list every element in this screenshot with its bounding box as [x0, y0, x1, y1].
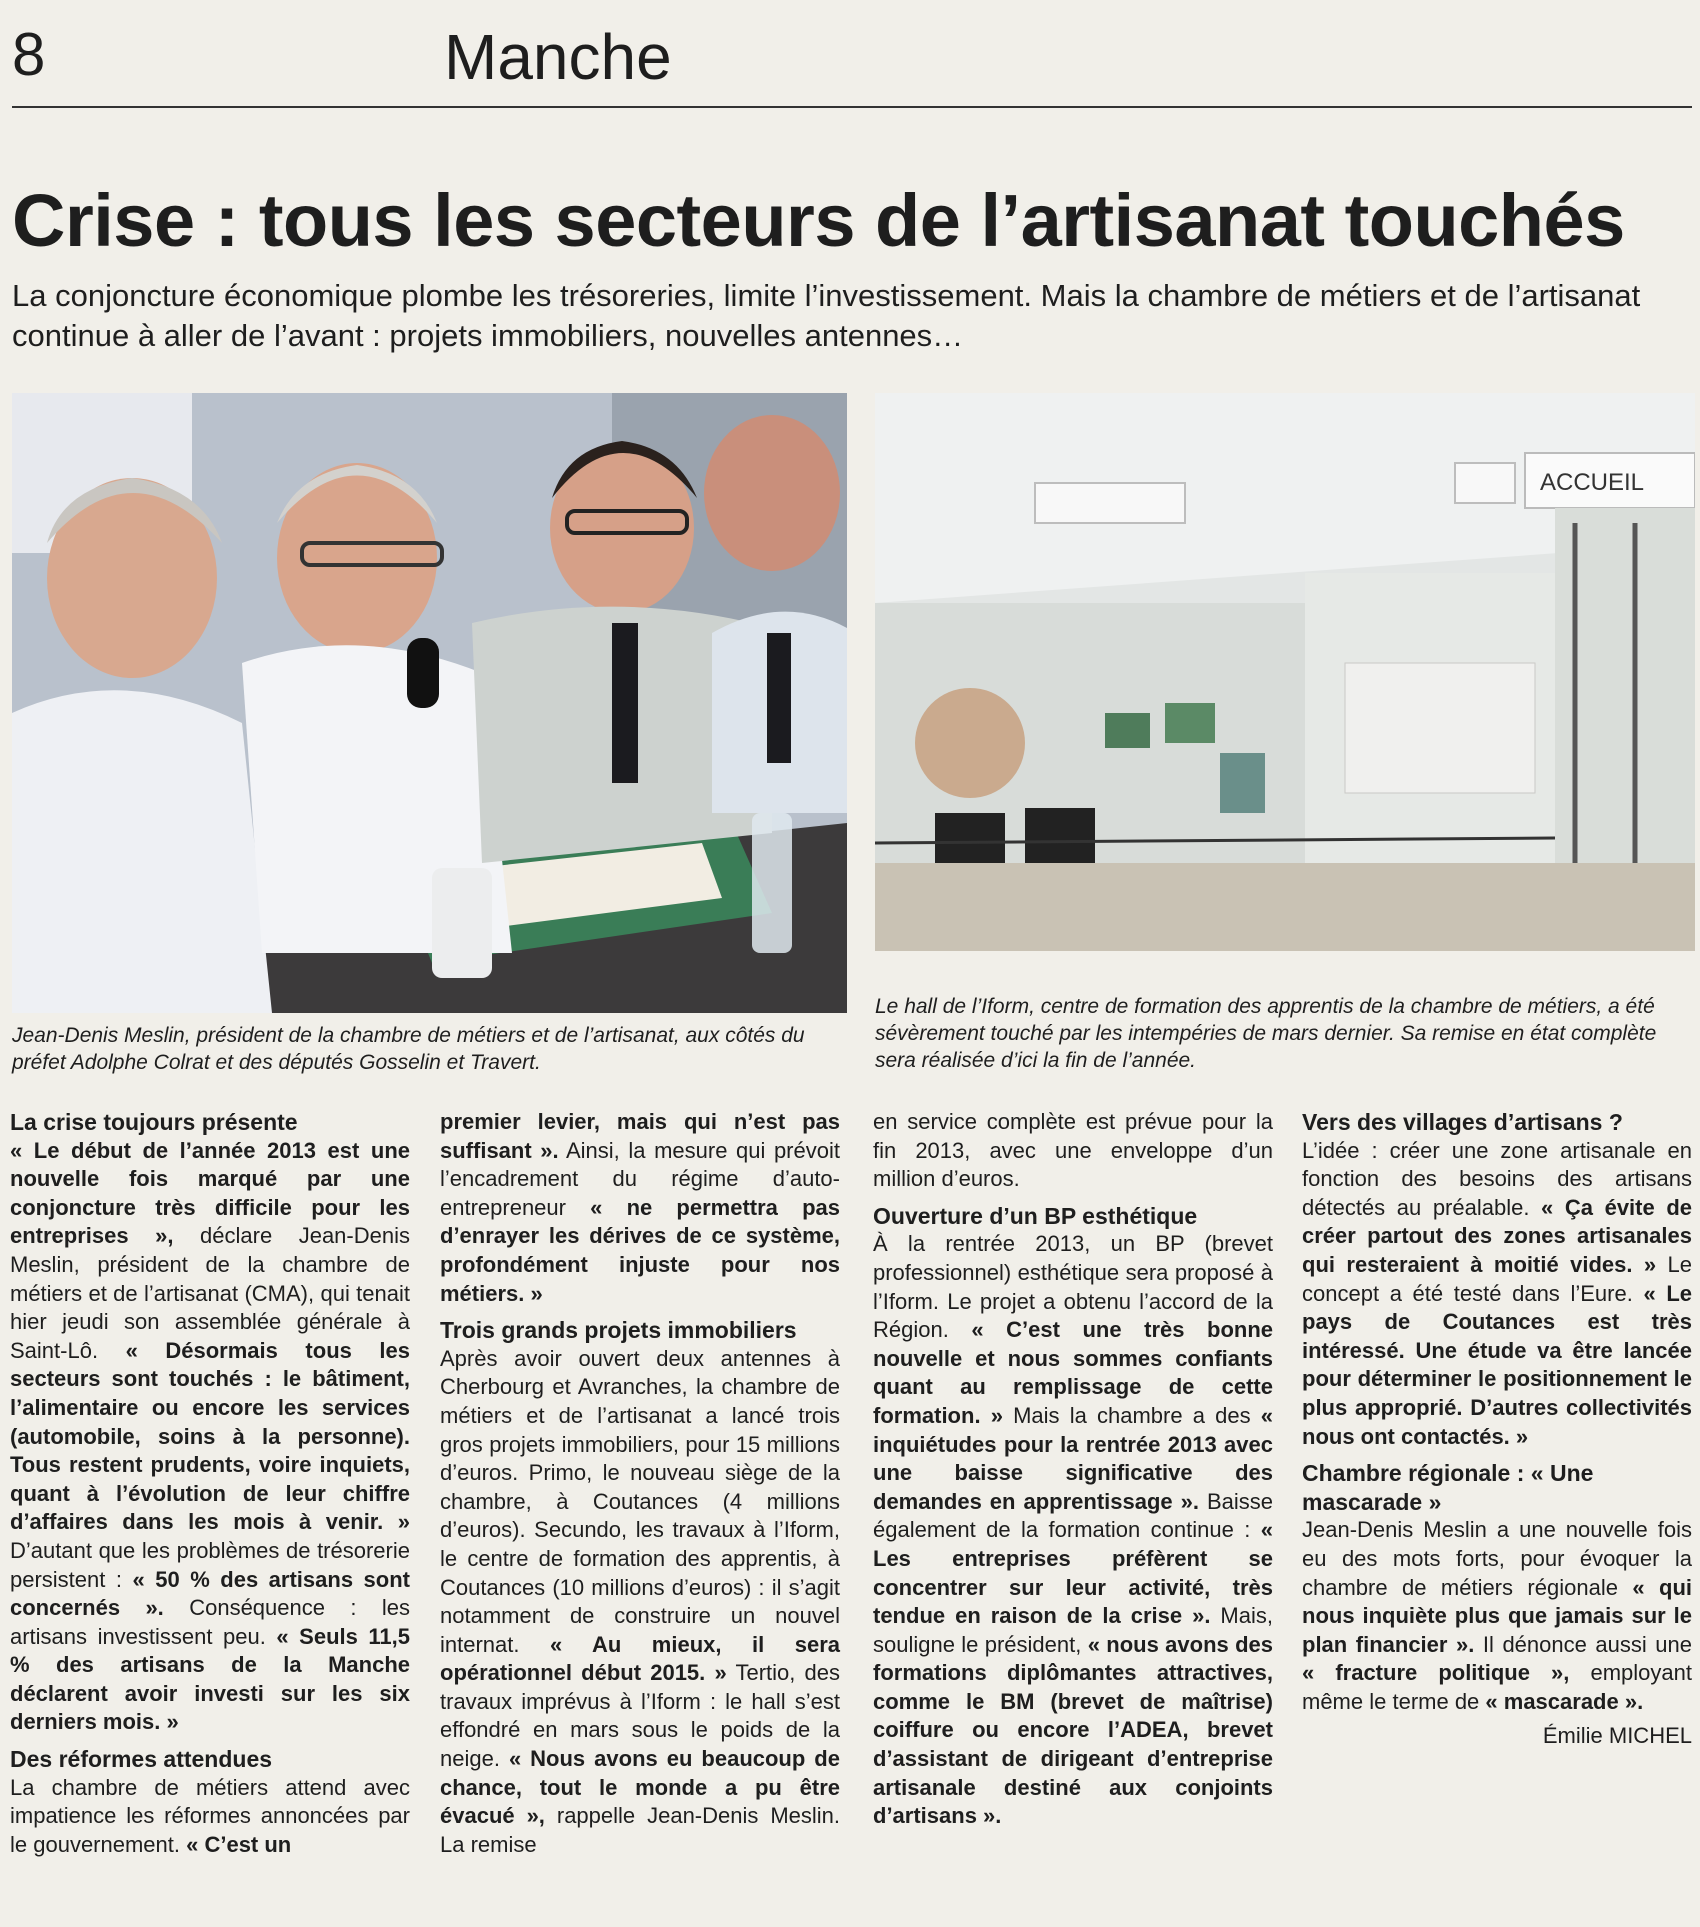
text: employant même le terme de [1302, 1660, 1692, 1714]
meeting-photo [12, 393, 847, 1013]
text: déclare Jean-Denis Meslin, président de la chambre de métiers et de l’artisanat (CMA), qui tenait hier jeudi son assemblée générale à Saint-Lô. [10, 1223, 410, 1363]
text: Il dénonce aussi une [1474, 1631, 1692, 1657]
text: Mais, souligne le président, [873, 1603, 1273, 1657]
paragraph [1302, 1516, 1692, 1716]
quote: « ne permettra pas d’enrayer les dérives de ce système, profondément injuste pour nos métiers. » [440, 1194, 840, 1306]
hall-illustration [875, 393, 1695, 951]
paragraph [1302, 1137, 1692, 1452]
quote: « C’est une très bonne nouvelle et nous sommes confiants quant au remplissage de cette formation. » [873, 1317, 1273, 1428]
subhead-reformes: Des réformes attendues [10, 1746, 273, 1773]
text: Mais la chambre a des [1002, 1402, 1261, 1428]
headline: Crise : tous les secteurs de l’artisanat touchés [12, 179, 1625, 262]
quote: « Désormais tous les secteurs sont touchés : le bâtiment, l’alimentaire ou encore les services (automobile, soins à la personne). Tous restent prudents, voire inquiets, quant à l’évolution de leur chiffre d’affaires dans les mois à venir. » [10, 1337, 410, 1535]
subhead-chambre-regionale: Chambre régionale : « Une mascarade » [1302, 1460, 1594, 1515]
section-name: Manche [444, 21, 672, 93]
text: La chambre de métiers attend avec impatience les réformes annoncées par le gouvernement. [10, 1774, 410, 1857]
quote: « inquiétudes pour la rentrée 2013 avec une baisse significative des demandes en apprentissage ». [873, 1402, 1274, 1514]
hall-photo-caption: Le hall de l’Iform, centre de formation des apprentis de la chambre de métiers, a été sévèrement touché par les intempéries de mars dernier. Sa remise en état complète sera réalisée d’ici la fin de l’année. [875, 995, 1657, 1072]
quote: « qui nous inquiète plus que jamais sur le plan financier ». [1302, 1574, 1692, 1657]
text: Le concept a été testé dans l’Eure. [1302, 1251, 1692, 1306]
paragraph [10, 1774, 410, 1860]
quote: « C’est un [186, 1831, 292, 1857]
accueil-sign: ACCUEIL [1540, 469, 1645, 496]
text: rappelle Jean-Denis Meslin. La remise [440, 1803, 841, 1857]
page-header [12, 18, 1692, 108]
quote: « Le début de l’année 2013 est une nouvelle fois marqué par une conjoncture très difficile pour les entreprises », [10, 1137, 410, 1249]
text: Conséquence : les artisans investissent peu. [10, 1595, 411, 1649]
text: Ainsi, la mesure qui prévoit l’encadrement du régime d’auto-entrepreneur [440, 1137, 840, 1220]
paragraph [440, 1108, 840, 1308]
text: Baisse également de la formation continue : [873, 1488, 1273, 1543]
standfirst: La conjoncture économique plombe les trésoreries, limite l’investissement. Mais la chambre de métiers et de l’artisanat continue à aller de l’avant : projets immobiliers, nouvelles antennes… [12, 278, 1641, 353]
text: Tertio, des travaux imprévus à l’Iform : le hall s’est effondré en mars sous le poids de la neige. [440, 1660, 841, 1772]
paragraph [873, 1230, 1273, 1830]
article-column-3 [873, 1108, 1273, 1831]
paragraph [440, 1345, 840, 1860]
text: Après avoir ouvert deux antennes à Cherbourg et Avranches, la chambre de métiers et de l’artisanat a lancé trois gros projets immobiliers, pour 15 millions d’euros. Primo, le nouveau siège de la chambre, à Coutances (4 millions d’euros). Secundo, les travaux à l’Iform, le centre de formation des apprentis, à Coutances (10 millions d’euros) : il s’agit notamment de construire un nouvel internat. [440, 1345, 840, 1657]
subhead-bp: Ouverture d’un BP esthétique [873, 1202, 1198, 1229]
subhead-crise: La crise toujours présente [10, 1109, 298, 1135]
author-signature: Émilie MICHEL [1542, 1723, 1692, 1749]
quote: « fracture politique », [1302, 1660, 1570, 1686]
paragraph: en service complète est prévue pour la fin 2013, avec une enveloppe d’un million d’euros. [873, 1109, 1273, 1192]
quote: « Ça évite de créer partout des zones artisanales qui resteraient à moitié vides. » [1302, 1194, 1692, 1277]
subhead-projets: Trois grands projets immobiliers [440, 1317, 797, 1344]
text: D’autant que les problèmes de trésorerie persistent : [10, 1537, 410, 1592]
hall-photo [875, 393, 1695, 951]
quote: premier levier, mais qui n’est pas suffisant ». [440, 1109, 840, 1163]
article-column-1 [10, 1108, 410, 1859]
quote: « Le pays de Coutances est très intéressé. Une étude va être lancée pour déterminer le positionnement le plus approprié. D’autres collectivités nous ont contactés. » [1302, 1280, 1692, 1449]
page-number: 8 [12, 21, 46, 88]
quote: « Au mieux, il sera opérationnel début 2015. » [440, 1631, 840, 1686]
subhead-villages: Vers des villages d’artisans ? [1302, 1109, 1623, 1135]
article-column-2 [440, 1108, 840, 1859]
meeting-photo-caption: Jean-Denis Meslin, président de la chambre de métiers et de l’artisanat, aux côtés du préfet Adolphe Colrat et des députés Gosselin et Travert. [12, 1024, 805, 1074]
quote: « nous avons des formations diplômantes attractives, comme le BM (brevet de maîtrise) coiffure ou encore l’ADEA, brevet d’assistant de dirigeant d’entreprise artisanale destiné aux conjoints d’artisans ». [873, 1631, 1273, 1829]
article-column-4 [1302, 1108, 1692, 1751]
quote: « Seuls 11,5 % des artisans de la Manche déclarent avoir investi sur les six derniers mois. » [10, 1623, 410, 1735]
paragraph [10, 1137, 410, 1737]
quote: « Nous avons eu beaucoup de chance, tout le monde a pu être évacué », [440, 1746, 840, 1829]
text: À la rentrée 2013, un BP (brevet professionnel) esthétique sera proposé à l’Iform. Le projet a obtenu l’accord de la Région. [873, 1231, 1273, 1343]
meeting-illustration [12, 393, 847, 1013]
text: Jean-Denis Meslin a une nouvelle fois eu des mots forts, pour évoquer la chambre de métiers régionale [1302, 1517, 1692, 1600]
quote: « 50 % des artisans sont concernés ». [10, 1566, 410, 1621]
text: L’idée : créer une zone artisanale en fonction des besoins des artisans détectés au préalable. [1302, 1137, 1692, 1220]
quote: « Les entreprises préfèrent se concentrer sur leur activité, très tendue en raison de la crise ». [873, 1517, 1273, 1629]
quote: « mascarade ». [1485, 1688, 1644, 1714]
